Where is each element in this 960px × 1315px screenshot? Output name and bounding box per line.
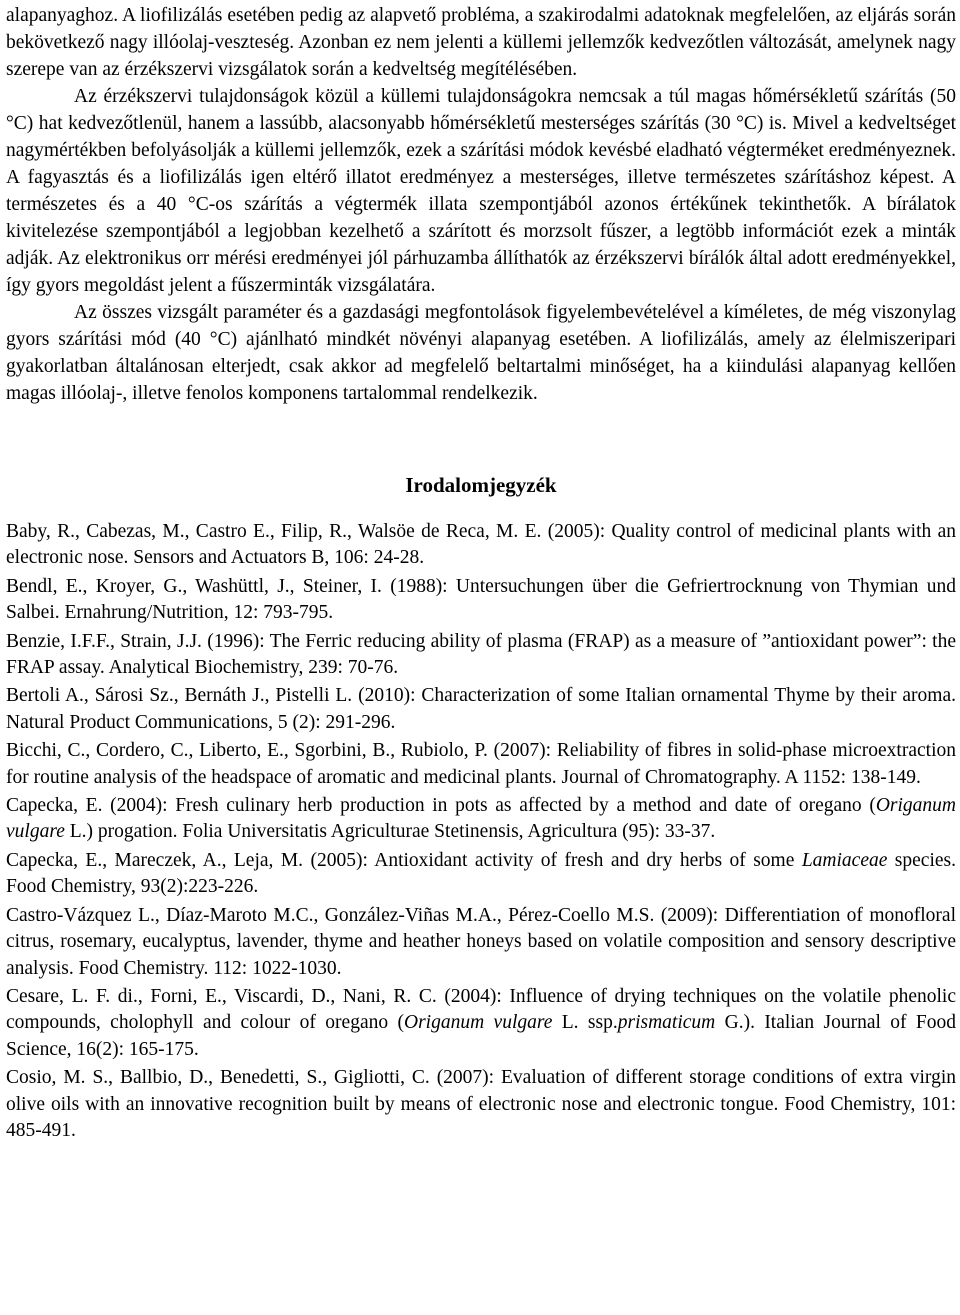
reference-item: Capecka, E., Mareczek, A., Leja, M. (2005): Antioxidant activity of fresh and dry herbs of some Lamiaceae species. Food Chemistry, 93(2):223-226. [6,849,956,898]
species-name: Origanum vulgare [6,795,956,843]
body-paragraph: Az érzékszervi tulajdonságok közül a küllemi tulajdonságokra nemcsak a túl magas hőmérsékletű szárítás (50 °C) hat kedvezőtlenül, hanem a lassúbb, alacsonyabb hőmérsékletű mesterséges szárítás (30 °C) is. Mivel a kedveltséget nagymértékben befolyásolják a küllemi jellemzők, ezek a szárítási módok kevésbé eladható végterméket eredményeznek. A fagyasztás és a liofilizálás igen eltérő illatot eredményez a mesterséges, illetve természetes szárításhoz képest. A természetes és a 40 °C-os szárítás a végtermék illata szempontjából azonos értékűnek tekinthetők. A bírálatok kivitelezése szempontjából a legjobban kezelhető a szárított és morzsolt fűszer, a legtöbb információt ezek a minták adják. Az elektronikus orr mérési eredményei jól párhuzamba állíthatók az érzékszervi bírálók által adott eredményekkel, így gyors megoldást jelent a fűszerminták vizsgálatára. [6,86,956,296]
body-paragraph: alapanyaghoz. A liofilizálás esetében pedig az alapvető probléma, a szakirodalmi adatoknak megfelelően, az eljárás során bekövetkező nagy illóolaj-veszteség. Azonban ez nem jelenti a küllemi jellemzők kedvezőtlen változását, amelynek nagy szerepe van az érzékszervi vizsgálatok során a kedveltség megítélésében. [6,5,956,80]
reference-item: Baby, R., Cabezas, M., Castro E., Filip, R., Walsöe de Reca, M. E. (2005): Quality control of medicinal plants with an electronic nose. Sensors and Actuators B, 106: 24-28. [6,521,956,569]
document-page [6,0,956,1146]
reference-item: Capecka, E. (2004): Fresh culinary herb production in pots as affected by a method and date of oregano (Origanum vulgare L.) progation. Folia Universitatis Agriculturae Stetinensis, Agricultura (95): 33-37. [6,795,956,843]
reference-item: Cosio, M. S., Ballbio, D., Benedetti, S., Gigliotti, C. (2007): Evaluation of different storage conditions of extra virgin olive oils with an innovative recognition built by means of electronic nose and electronic tongue. Food Chemistry, 101: 485-491. [6,1067,956,1141]
reference-list [6,519,956,1144]
subspecies-name: prismaticum [617,1012,716,1034]
reference-item: Bendl, E., Kroyer, G., Washüttl, J., Steiner, I. (1988): Untersuchungen über die Gefriertrocknung von Thymian und Salbei. Ernahrung/Nutrition, 12: 793-795. [6,575,956,624]
reference-item: Castro-Vázquez L., Díaz-Maroto M.C., González-Viñas M.A., Pérez-Coello M.S. (2009): Differentiation of monofloral citrus, rosemary, eucalyptus, lavender, thyme and heather honeys based on volatile composition and sensory descriptive analysis. Food Chemistry. 112: 1022-1030. [6,904,956,979]
reference-item: Bicchi, C., Cordero, C., Liberto, E., Sgorbini, B., Rubiolo, P. (2007): Reliability of fibres in solid-phase microextraction for routine analysis of the headspace of aromatic and medicinal plants. Journal of Chromatography. A 1152: 138-149. [6,740,956,788]
reference-item: Benzie, I.F.F., Strain, J.J. (1996): The Ferric reducing ability of plasma (FRAP) as a measure of ”antioxidant power”: the FRAP assay. Analytical Biochemistry, 239: 70-76. [6,630,956,679]
reference-item: Cesare, L. F. di., Forni, E., Viscardi, D., Nani, R. C. (2004): Influence of drying techniques on the volatile phenolic compounds, cholophyll and colour of oregano (Origanum vulgare L. ssp.prismaticum G.). Italian Journal of Food Science, 16(2): 165-175. [6,985,956,1060]
section-heading: Irodalomjegyzék [405,473,557,497]
species-name: Origanum vulgare [403,1012,553,1034]
family-name: Lamiaceae [801,849,888,871]
reference-item: Bertoli A., Sárosi Sz., Bernáth J., Pistelli L. (2010): Characterization of some Italian ornamental Thyme by their aroma. Natural Product Communications, 5 (2): 291-296. [6,685,956,733]
body-paragraph: Az összes vizsgált paraméter és a gazdasági megfontolások figyelembevételével a kíméletes, de még viszonylag gyors szárítási mód (40 °C) ajánlható mindkét növényi alapanyag esetében. A liofilizálás, amely az élelmiszeripari gyakorlatban általánosan elterjedt, csak akkor ad megfelelő beltartalmi minőséget, ha a kiindulási alapanyag kellően magas illóolaj-, illetve fenolos komponens tartalommal rendelkezik. [6,302,956,404]
